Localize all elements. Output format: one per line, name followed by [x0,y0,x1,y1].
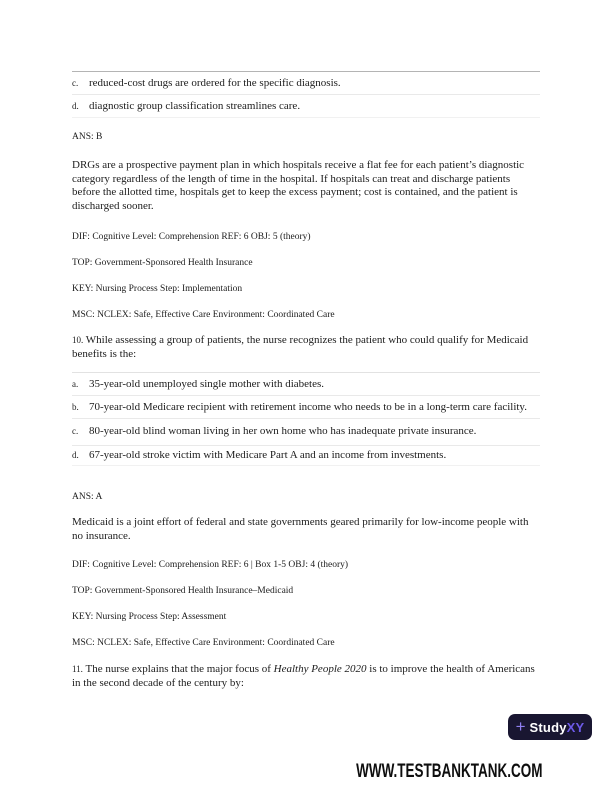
question-text-prefix: The nurse explains that the major focus of [82,663,274,675]
question-text-italic-title: Healthy People 2020 [273,663,367,675]
option-text: 67-year-old stroke victim with Medicare Part A and an income from investments. [89,448,447,461]
option-text: 80-year-old blind woman living in her own home who has inadequate private insurance. [89,425,477,438]
option-label: d. [72,100,79,111]
option-text: reduced-cost drugs are ordered for the specific diagnosis. [89,76,341,89]
option-row [72,419,540,446]
option-text: 70-year-old Medicare recipient with retirement income who needs to be in a long-term care facility. [89,400,527,413]
option-row [72,373,540,396]
option-row [72,95,540,118]
question-10-options [72,372,540,466]
option-label: a. [72,378,79,389]
option-label: d. [72,449,79,460]
option-label: c. [72,77,79,88]
meta-key-line: KEY: Nursing Process Step: Implementation [72,284,243,294]
option-text: 35-year-old unemployed single mother with diabetes. [89,377,324,390]
studyxy-logo [508,714,592,740]
meta-top-line: TOP: Government-Sponsored Health Insurance [72,258,253,268]
meta-msc-line: MSC: NCLEX: Safe, Effective Care Environment: Coordinated Care [72,638,335,648]
meta-msc-line: MSC: NCLEX: Safe, Effective Care Environment: Coordinated Care [72,310,335,320]
question-11-stem [72,662,540,691]
answer-line: ANS: B [72,132,103,142]
meta-dif-line: DIF: Cognitive Level: Comprehension REF: 6 OBJ: 5 (theory) [72,232,311,242]
rationale-paragraph: Medicaid is a joint effort of federal and state governments geared primarily for low-income people with no insurance. [72,516,529,542]
option-label: c. [72,426,79,437]
brand-xy-text: XY [566,719,585,735]
meta-top-line: TOP: Government-Sponsored Health Insurance–Medicaid [72,586,294,596]
option-row [72,396,540,419]
option-row [72,446,540,467]
option-text: diagnostic group classification streamlines care. [89,99,301,112]
brand-study-text: Study [529,719,567,735]
question-number: 11. [72,664,83,674]
meta-dif-line: DIF: Cognitive Level: Comprehension REF: 6 | Box 1-5 OBJ: 4 (theory) [72,560,349,570]
website-url: WWW.TESTBANKTANK.COM [355,761,542,782]
question-10-stem [72,333,540,362]
rationale-paragraph: DRGs are a prospective payment plan in which hospitals receive a flat fee for each patient’s diagnostic category regardless of the length of time in the hospital. If hospitals can treat and discharge patients before the allotted time, hospitals get to keep the excess payment; cost is contained, and the patient is discharged sooner. [72,159,525,212]
plus-icon: + [515,716,526,736]
question-text: While assessing a group of patients, the nurse recognizes the patient who could qualify for Medicaid benefits is the: [72,334,529,361]
meta-key-line: KEY: Nursing Process Step: Assessment [72,612,227,622]
previous-question-options [72,71,540,118]
option-label: b. [72,401,79,412]
option-row [72,72,540,95]
answer-line: ANS: A [72,492,103,502]
question-text-suffix: is to improve the health of Americans in the second decade of the century by: [72,663,535,690]
question-number: 10. [72,335,84,345]
